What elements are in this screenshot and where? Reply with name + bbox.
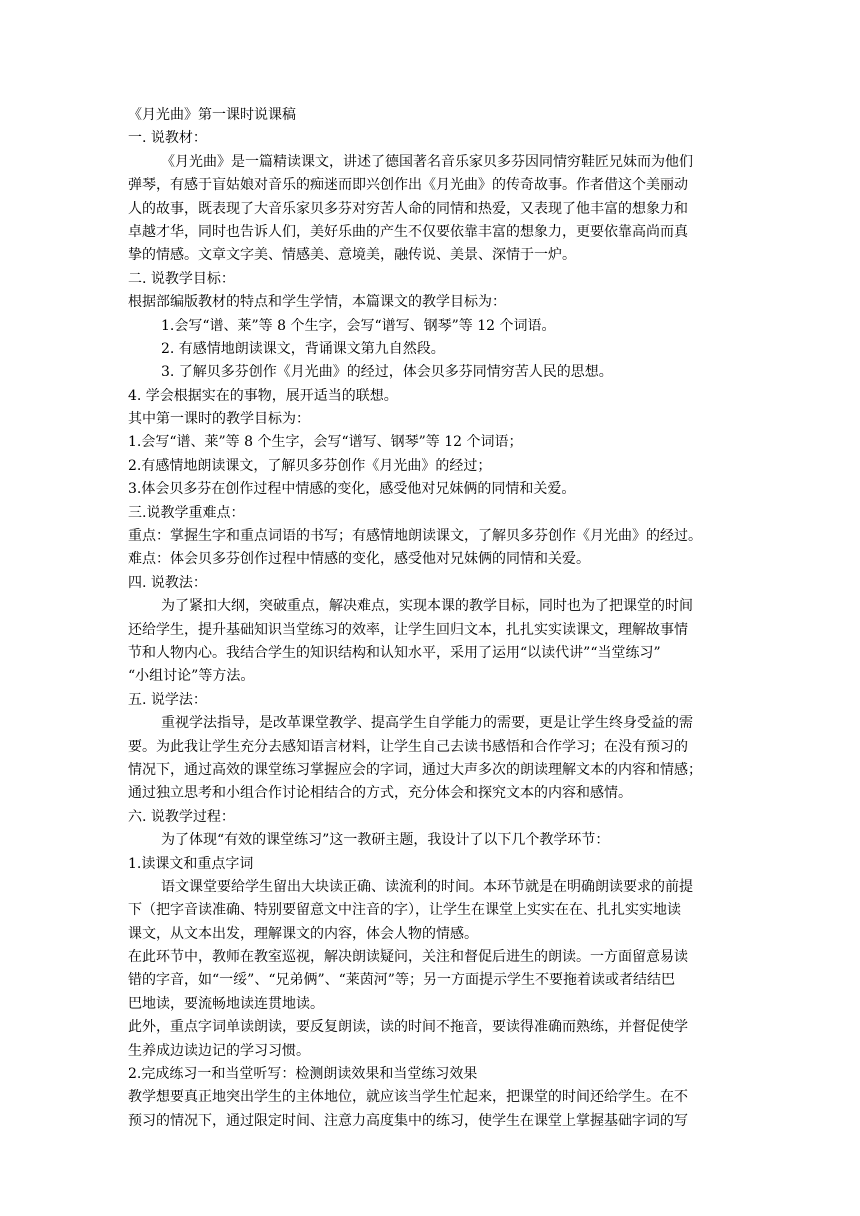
text-line: 一. 说教材：	[128, 130, 207, 147]
text-line: 还给学生，提升基础知识当堂练习的效率，让学生回归文本，扎扎实实读课文，理解故事情	[128, 621, 688, 638]
text-line: 通过独立思考和小组合作讨论相结合的方式，充分体会和探究文本的内容和感情。	[128, 785, 632, 802]
text-line: 1.会写“谱、莱”等 8 个生字，会写“谱写、钢琴”等 12 个词语。	[161, 317, 556, 334]
text-line: 生养成边读边记的学习习惯。	[128, 1042, 310, 1059]
text-line: 1.会写“谱、莱”等 8 个生字，会写“谱写、钢琴”等 12 个词语；	[128, 434, 523, 451]
text-line: 五. 说学法：	[128, 691, 207, 708]
text-line: 2.有感情地朗读课文，了解贝多芬创作《月光曲》的经过；	[128, 457, 492, 474]
text-line: 1.读课文和重点字词	[128, 855, 254, 872]
text-line: 六. 说教学过程：	[128, 808, 235, 825]
text-line: 在此环节中，教师在教室巡视，解决朗读疑问，关注和督促后进生的朗读。一方面留意易读	[128, 949, 688, 966]
text-line: 错的字音，如“一绥”、“兄弟俩”、“莱茵河”等；另一方面提示学生不要拖着读或者结结巴	[128, 972, 675, 989]
text-line: 《月光曲》第一课时说课稿	[128, 107, 296, 123]
text-line: 三.说教学重难点：	[128, 504, 245, 521]
text-line: 为了紧扣大纲，突破重点，解决难点，实现本课的教学目标，同时也为了把课堂的时间	[161, 598, 693, 615]
text-line: 此外，重点字词单读朗读，要反复朗读，读的时间不拖音，要读得准确而熟练，并督促使学	[128, 1019, 688, 1036]
text-line: 情况下，通过高效的课堂练习掌握应会的字词，通过大声多次的朗读理解文本的内容和情感；	[128, 761, 702, 778]
text-line: 下（把字音读准确、特别要留意文中注音的字），让学生在课堂上实实在在、扎扎实实地读	[128, 902, 681, 919]
text-line: 人的故事，既表现了大音乐家贝多芬对穷苦人命的同情和热爱，又表现了他丰富的想象力和	[128, 200, 688, 217]
text-line: 二. 说教学目标：	[128, 270, 235, 287]
text-line: 预习的情况下，通过限定时间、注意力高度集中的练习，使学生在课堂上掌握基础字词的写	[128, 1112, 688, 1129]
text-line: 重点：掌握生字和重点词语的书写；有感情地朗读课文，了解贝多芬创作《月光曲》的经过。	[128, 528, 702, 545]
text-line: 四. 说教法：	[128, 574, 207, 591]
text-line: 挚的情感。文章文字美、情感美、意境美，融传说、美景、深情于一炉。	[128, 247, 576, 264]
text-line: 教学想要真正地突出学生的主体地位，就应该当学生忙起来，把课堂的时间还给学生。在不	[128, 1089, 688, 1106]
text-line: 3. 了解贝多芬创作《月光曲》的经过，体会贝多芬同情穷苦人民的思想。	[161, 364, 613, 381]
text-line: 其中第一课时的教学目标为：	[128, 411, 310, 428]
text-line: 弹琴，有感于盲姑娘对音乐的痴迷而即兴创作出《月光曲》的传奇故事。作者借这个美丽动	[128, 177, 688, 194]
text-line: 《月光曲》是一篇精读课文，讲述了德国著名音乐家贝多芬因同情穷鞋匠兄妹而为他们	[161, 153, 693, 170]
text-line: 语文课堂要给学生留出大块读正确、读流利的时间。本环节就是在明确朗读要求的前提	[161, 878, 693, 895]
text-line: 重视学法指导，是改革课堂教学、提高学生自学能力的需要，更是让学生终身受益的需	[161, 715, 693, 732]
text-line: 4. 学会根据实在的事物，展开适当的联想。	[128, 387, 398, 404]
text-line: 课文，从文本出发，理解课文的内容，体会人物的情感。	[128, 925, 478, 942]
text-line: 根据部编版教材的特点和学生学情，本篇课文的教学目标为：	[128, 294, 506, 311]
text-line: 为了体现“有效的课堂练习”这一教研主题，我设计了以下几个教学环节：	[161, 832, 610, 849]
text-line: 2. 有感情地朗读课文，背诵课文第九自然段。	[161, 340, 445, 357]
text-line: 2.完成练习一和当堂听写：检测朗读效果和当堂练习效果	[128, 1066, 478, 1083]
text-line: 要。为此我让学生充分去感知语言材料，让学生自己去读书感悟和合作学习；在没有预习的	[128, 738, 688, 755]
text-line: 巴地读，要流畅地读连贯地读。	[128, 995, 324, 1012]
text-line: 节和人物内心。我结合学生的知识结构和认知水平，采用了运用“以读代讲”“当堂练习”	[128, 644, 661, 661]
text-line: 难点：体会贝多芬创作过程中情感的变化，感受他对兄妹俩的同情和关爱。	[128, 551, 590, 568]
text-line: “小组讨论”等方法。	[128, 668, 255, 685]
document-page	[128, 104, 740, 1133]
text-line: 3.体会贝多芬在创作过程中情感的变化，感受他对兄妹俩的同情和关爱。	[128, 481, 576, 498]
text-line: 卓越才华，同时也告诉人们，美好乐曲的产生不仅要依靠丰富的想象力，更要依靠高尚而真	[128, 223, 688, 240]
